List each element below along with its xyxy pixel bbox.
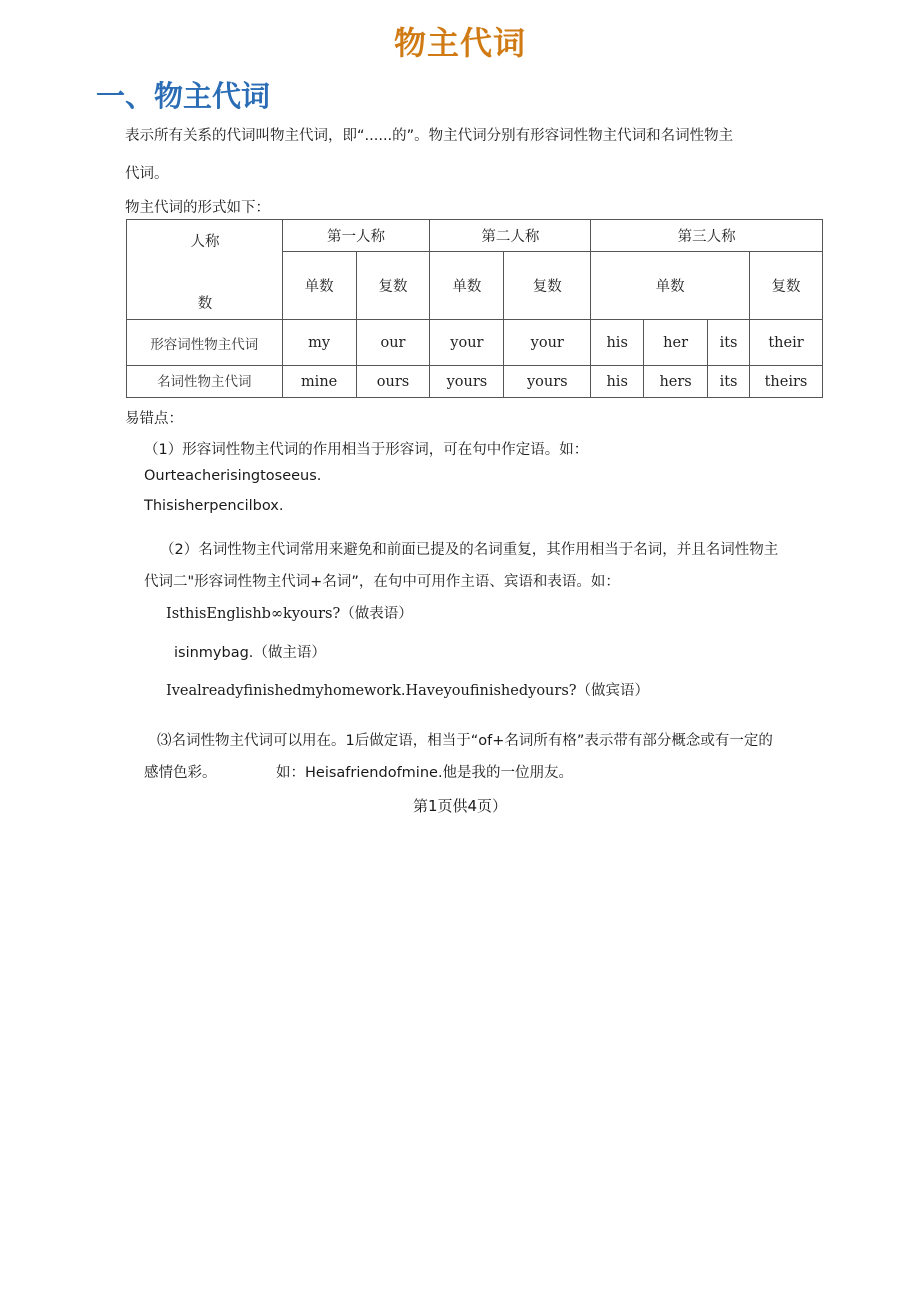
errors-heading: 易错点： <box>125 411 183 427</box>
table-cell: theirs <box>750 366 823 398</box>
point1-example-1: Ourteacherisingtoseeus. <box>144 468 322 484</box>
header-number: 复数 <box>504 252 591 320</box>
header-number: 单数 <box>430 252 504 320</box>
pronoun-table <box>126 219 823 398</box>
table-row <box>127 320 823 366</box>
intro-line-1: 表示所有关系的代词叫物主代词，即“......的”。物主代词分别有形容词性物主代词和名词性物主 <box>125 128 734 144</box>
point2-line-1: （2）名词性物主代词常用来避免和前面已提及的名词重复，其作用相当于名词，并且名词性物主 <box>160 542 779 558</box>
point1-text: （1）形容词性物主代词的作用相当于形容词，可在句中作定语。如： <box>144 442 589 458</box>
corner-number-label: 数 <box>197 296 213 312</box>
table-cell: your <box>430 320 504 366</box>
table-cell: his <box>591 366 644 398</box>
table-row <box>127 366 823 398</box>
table-cell: your <box>504 320 591 366</box>
header-number: 复数 <box>750 252 823 320</box>
table-cell: mine <box>282 366 356 398</box>
header-first-person: 第一人称 <box>282 220 430 252</box>
point2-example-3: Ivealreadyfinishedmyhomework.Haveyoufinishedyours?（做宾语） <box>166 683 650 699</box>
page-footer: 第1页供4页） <box>412 797 508 815</box>
corner-person-label: 人称 <box>190 234 220 250</box>
table-cell: my <box>282 320 356 366</box>
header-number: 单数 <box>282 252 356 320</box>
header-third-person: 第三人称 <box>591 220 823 252</box>
point3-line-1: ⑶名词性物主代词可以用在。1后做定语，相当于“of+名词所有格”表示带有部分概念或有一定的 <box>157 733 773 749</box>
table-cell: our <box>356 320 430 366</box>
table-cell: its <box>708 320 750 366</box>
table-cell: ours <box>356 366 430 398</box>
point2-line-2: 代词二"形容词性物主代词+名词”，在句中可用作主语、宾语和表语。如： <box>144 574 620 590</box>
table-cell: her <box>644 320 708 366</box>
point1-example-2: Thisisherpencilbox. <box>144 498 284 514</box>
point2-example-2: isinmybag.（做主语） <box>174 645 326 661</box>
header-number: 单数 <box>591 252 750 320</box>
table-cell: his <box>591 320 644 366</box>
point3-line-2a: 感情色彩。 <box>144 765 217 781</box>
table-cell: its <box>708 366 750 398</box>
intro-line-2: 代词。 <box>125 166 169 182</box>
table-cell: hers <box>644 366 708 398</box>
table-cell: yours <box>430 366 504 398</box>
row-label: 名词性物主代词 <box>127 366 283 398</box>
point3-line-2b: 如：Heisafriendofmine.他是我的一位朋友。 <box>276 765 574 781</box>
table-cell: yours <box>504 366 591 398</box>
section-heading: 一、物主代词 <box>96 79 271 113</box>
table-caption: 物主代词的形式如下： <box>125 200 270 216</box>
header-number: 复数 <box>356 252 430 320</box>
point2-example-1: IsthisEnglishb∞kyours?（做表语） <box>166 606 413 622</box>
table-cell: their <box>750 320 823 366</box>
header-second-person: 第二人称 <box>430 220 591 252</box>
document-title: 物主代词 <box>393 24 526 62</box>
row-label: 形容词性物主代词 <box>127 320 283 366</box>
table-corner-cell <box>127 220 283 320</box>
